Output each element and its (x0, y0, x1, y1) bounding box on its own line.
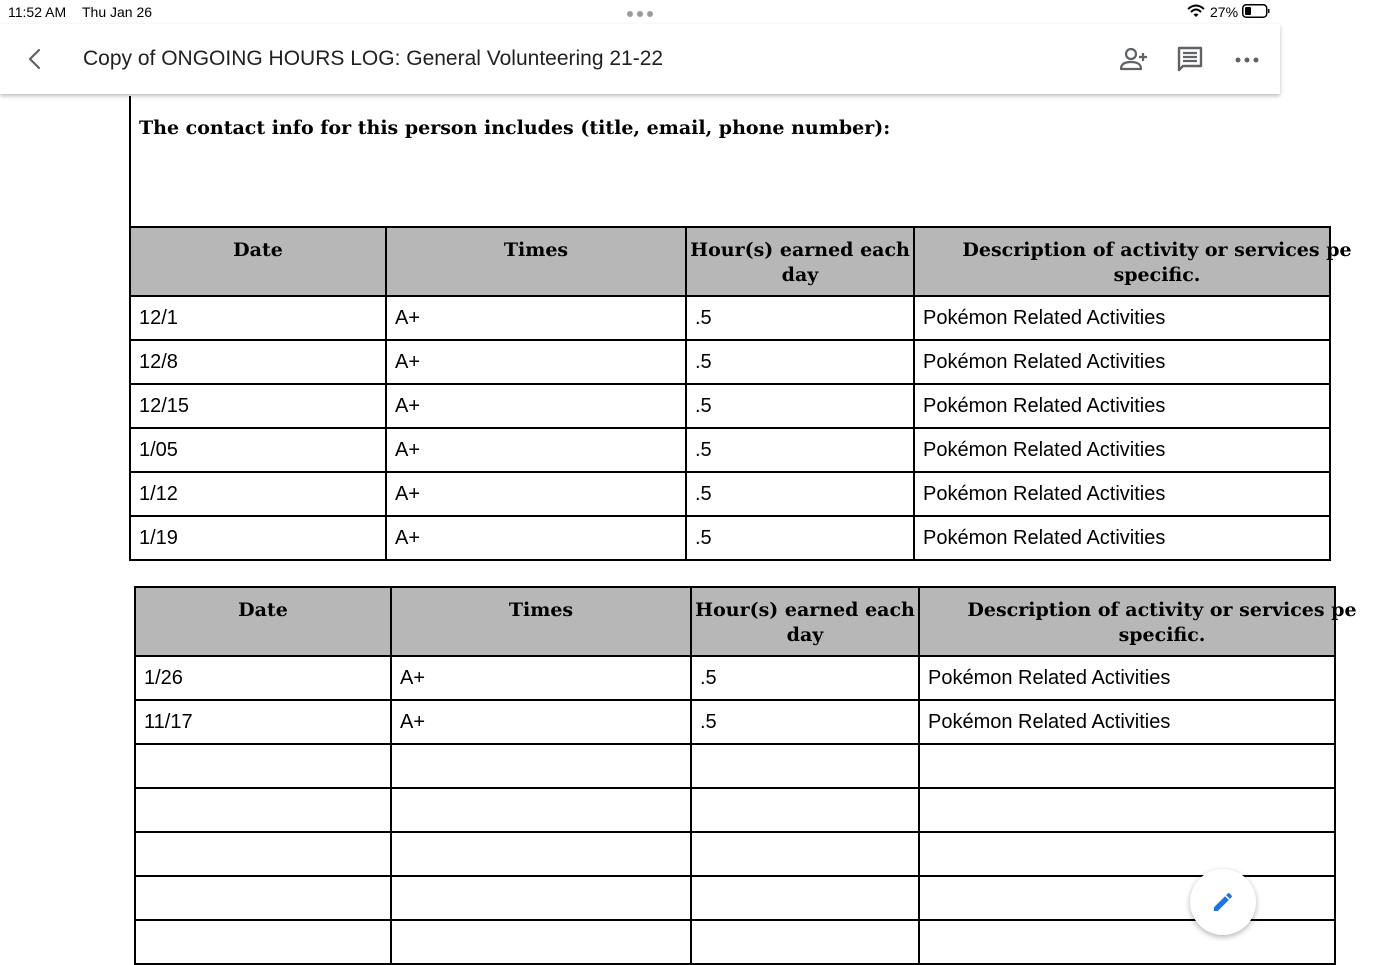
cell-hours[interactable]: .5 (686, 516, 914, 560)
cell-date[interactable]: 11/17 (135, 700, 391, 744)
cell-times[interactable]: A+ (386, 384, 686, 428)
cell-description[interactable]: Pokémon Related Activities (914, 296, 1330, 340)
more-options-icon[interactable] (1231, 44, 1263, 76)
header-description-label: Description of activity or services pe specific. (962, 239, 1352, 286)
back-chevron-icon[interactable] (20, 44, 50, 74)
cell-hours[interactable] (691, 788, 919, 832)
cell-date[interactable] (135, 788, 391, 832)
table-row (135, 832, 1335, 876)
cell-description[interactable] (919, 788, 1335, 832)
cell-times[interactable]: A+ (386, 296, 686, 340)
cell-times[interactable]: A+ (386, 428, 686, 472)
cell-description[interactable] (919, 920, 1335, 964)
cell-description[interactable]: Pokémon Related Activities (914, 340, 1330, 384)
table-row (130, 340, 1330, 384)
cell-description[interactable] (919, 832, 1335, 876)
table-row (130, 384, 1330, 428)
cell-hours[interactable]: .5 (686, 472, 914, 516)
status-date: Thu Jan 26 (82, 4, 153, 20)
edit-pencil-icon (1211, 890, 1235, 914)
cell-times[interactable]: A+ (391, 700, 691, 744)
cell-date[interactable]: 12/1 (130, 296, 386, 340)
contact-info-label[interactable]: The contact info for this person includes (title, email, phone number): (139, 117, 891, 139)
table-border-line (129, 96, 131, 227)
table-row (130, 428, 1330, 472)
table-row (130, 516, 1330, 560)
comment-icon[interactable] (1174, 44, 1206, 76)
cell-date[interactable]: 12/8 (130, 340, 386, 384)
header-description-label: Description of activity or services pe specific. (967, 599, 1357, 646)
cell-times[interactable] (391, 744, 691, 788)
edit-fab-button[interactable] (1190, 869, 1256, 935)
header-hours-label: Hour(s) earned each day (690, 239, 910, 286)
header-hours (691, 587, 919, 656)
status-bar (0, 0, 1280, 24)
cell-hours[interactable]: .5 (686, 340, 914, 384)
battery-percent: 27% (1210, 4, 1239, 20)
app-bar (0, 24, 1280, 94)
header-description (914, 227, 1352, 296)
cell-date[interactable] (135, 876, 391, 920)
cell-description[interactable] (919, 744, 1335, 788)
cell-hours[interactable] (691, 832, 919, 876)
cell-hours[interactable]: .5 (691, 700, 919, 744)
cell-description[interactable]: Pokémon Related Activities (914, 516, 1330, 560)
table-row (130, 472, 1330, 516)
header-times: Times (391, 587, 691, 656)
cell-hours[interactable]: .5 (686, 296, 914, 340)
status-time: 11:52 AM (8, 4, 67, 20)
add-person-icon[interactable] (1117, 44, 1149, 76)
battery-icon (1242, 4, 1270, 18)
cell-times[interactable] (391, 920, 691, 964)
cell-description[interactable]: Pokémon Related Activities (919, 656, 1335, 700)
cell-hours[interactable]: .5 (686, 384, 914, 428)
cell-description[interactable]: Pokémon Related Activities (919, 700, 1335, 744)
cell-date[interactable]: 1/19 (130, 516, 386, 560)
document-body (0, 96, 1357, 960)
table-row (135, 656, 1335, 700)
cell-date[interactable]: 12/15 (130, 384, 386, 428)
header-description (919, 587, 1357, 656)
header-date: Date (130, 227, 386, 296)
cell-date[interactable]: 1/12 (130, 472, 386, 516)
cell-description[interactable]: Pokémon Related Activities (914, 428, 1330, 472)
more-dots-icon[interactable] (627, 11, 653, 17)
document-title: Copy of ONGOING HOURS LOG: General Volunteering 21-22 (83, 47, 664, 70)
header-hours (686, 227, 914, 296)
cell-date[interactable] (135, 744, 391, 788)
cell-hours[interactable]: .5 (691, 656, 919, 700)
header-times: Times (386, 227, 686, 296)
table-row (135, 700, 1335, 744)
hours-table-2 (134, 586, 1357, 965)
table-row (135, 920, 1335, 964)
cell-description[interactable] (919, 876, 1335, 920)
cell-date[interactable] (135, 832, 391, 876)
cell-date[interactable]: 1/05 (130, 428, 386, 472)
cell-description[interactable]: Pokémon Related Activities (914, 472, 1330, 516)
cell-hours[interactable] (691, 744, 919, 788)
table-row (135, 876, 1335, 920)
wifi-icon (1187, 4, 1205, 18)
cell-times[interactable]: A+ (391, 656, 691, 700)
table-row (130, 296, 1330, 340)
cell-date[interactable]: 1/26 (135, 656, 391, 700)
cell-hours[interactable] (691, 876, 919, 920)
cell-times[interactable] (391, 832, 691, 876)
cell-hours[interactable] (691, 920, 919, 964)
table-row (135, 788, 1335, 832)
cell-description[interactable]: Pokémon Related Activities (914, 384, 1330, 428)
cell-times[interactable]: A+ (386, 472, 686, 516)
cell-times[interactable]: A+ (386, 340, 686, 384)
header-hours-label: Hour(s) earned each day (695, 599, 915, 646)
table-row (135, 744, 1335, 788)
cell-times[interactable] (391, 876, 691, 920)
cell-times[interactable]: A+ (386, 516, 686, 560)
cell-hours[interactable]: .5 (686, 428, 914, 472)
hours-table-1 (129, 226, 1352, 561)
cell-date[interactable] (135, 920, 391, 964)
header-date: Date (135, 587, 391, 656)
cell-times[interactable] (391, 788, 691, 832)
